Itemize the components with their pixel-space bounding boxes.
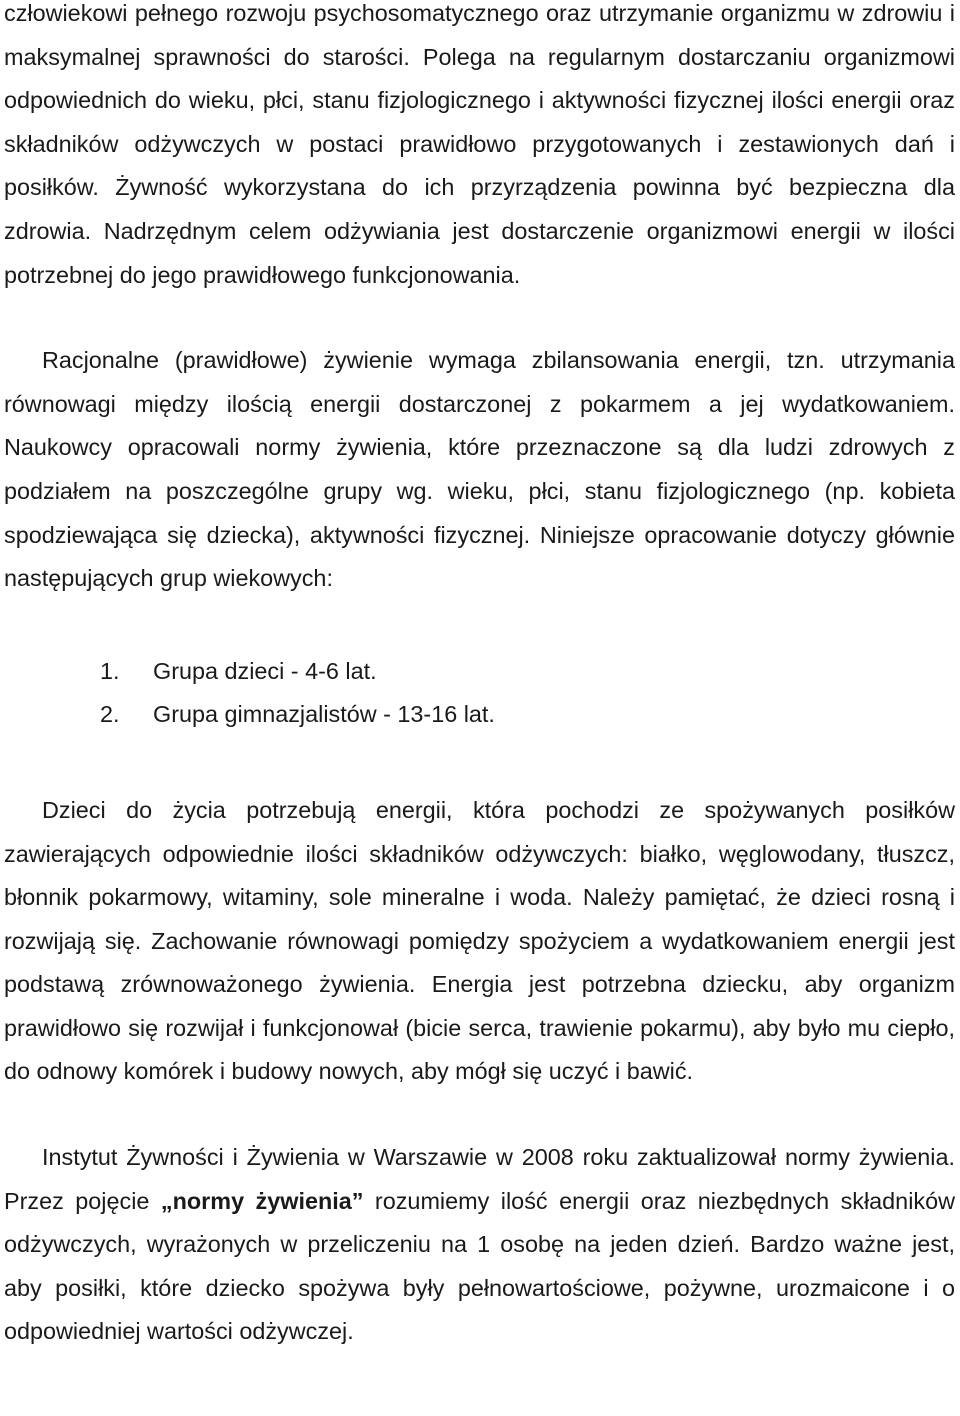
paragraph-rational-nutrition: Racjonalne (prawidłowe) żywienie wymaga zbilansowania energii, tzn. utrzymania równowagi między ilością energii dostarczonej z pokarmem a jej wydatkowaniem. Naukowcy opracowali normy żywienia, które przeznaczone są dla ludzi zdrowych z podziałem na poszczególne grupy wg. wieku, płci, stanu fizjologicznego (np. kobieta spodziewająca się dziecka), aktywności fizycznej. Niniejsze opracowanie dotyczy głównie następujących grup wiekowych:	[4, 347, 955, 592]
list-item-number: 2.	[100, 701, 120, 728]
list-item	[4, 650, 955, 694]
paragraph-nutrition-norms	[4, 1136, 955, 1354]
norms-text-before: Instytut Żywności i Żywienia w Warszawie w 2008 roku zaktualizował normy żywienia. Przez pojęcie	[4, 1144, 955, 1214]
list-item	[4, 693, 955, 737]
norms-term: „normy żywienia”	[160, 1187, 364, 1214]
document-page	[4, 0, 955, 1354]
paragraph-spacer	[4, 1094, 955, 1136]
paragraph-children-energy: Dzieci do życia potrzebują energii, która pochodzi ze spożywanych posiłków zawierających odpowiednie ilości składników odżywczych: białko, węglowodany, tłuszcz, błonnik pokarmowy, witaminy, sole mineralne i woda. Należy pamiętać, że dzieci rosną i rozwijają się. Zachowanie równowagi pomiędzy spożyciem a wydatkowaniem energii jest podstawą zrównoważonego żywienia. Energia jest potrzebna dziecku, aby organizm prawidłowo się rozwijał i funkcjonował (bicie serca, trawienie pokarmu), aby było mu ciepło, do odnowy komórek i budowy nowych, aby mógł się uczyć i bawić.	[4, 796, 955, 1085]
list-item-text: Grupa gimnazjalistów - 13-16 lat.	[153, 701, 495, 728]
norms-text-after: rozumiemy ilość energii oraz niezbędnych składników odżywczych, wyrażonych w przeliczeniu na 1 osobę na jeden dzień. Bardzo ważne jest, aby posiłki, które dziecko spożywa były pełnowartościowe, pożywne, urozmaicone i o odpowiedniej wartości odżywczej.	[4, 1187, 955, 1345]
age-group-list	[4, 650, 955, 737]
paragraph-spacer	[4, 601, 955, 650]
paragraph-spacer	[4, 737, 955, 789]
paragraph-spacer	[4, 297, 955, 339]
paragraph-nutrition-purpose: człowiekowi pełnego rozwoju psychosomatycznego oraz utrzymanie organizmu w zdrowiu i maksymalnej sprawności do starości. Polega na regularnym dostarczaniu organizmowi odpowiednich do wieku, płci, stanu fizjologicznego i aktywności fizycznej ilości energii oraz składników odżywczych w postaci prawidłowo przygotowanych i zestawionych dań i posiłków. Żywność wykorzystana do ich przyrządzenia powinna być bezpieczna dla zdrowia. Nadrzędnym celem odżywiania jest dostarczenie organizmowi energii w ilości potrzebnej do jego prawidłowego funkcjonowania.	[4, 0, 955, 288]
list-item-text: Grupa dzieci - 4-6 lat.	[153, 657, 377, 684]
list-item-number: 1.	[100, 657, 120, 684]
